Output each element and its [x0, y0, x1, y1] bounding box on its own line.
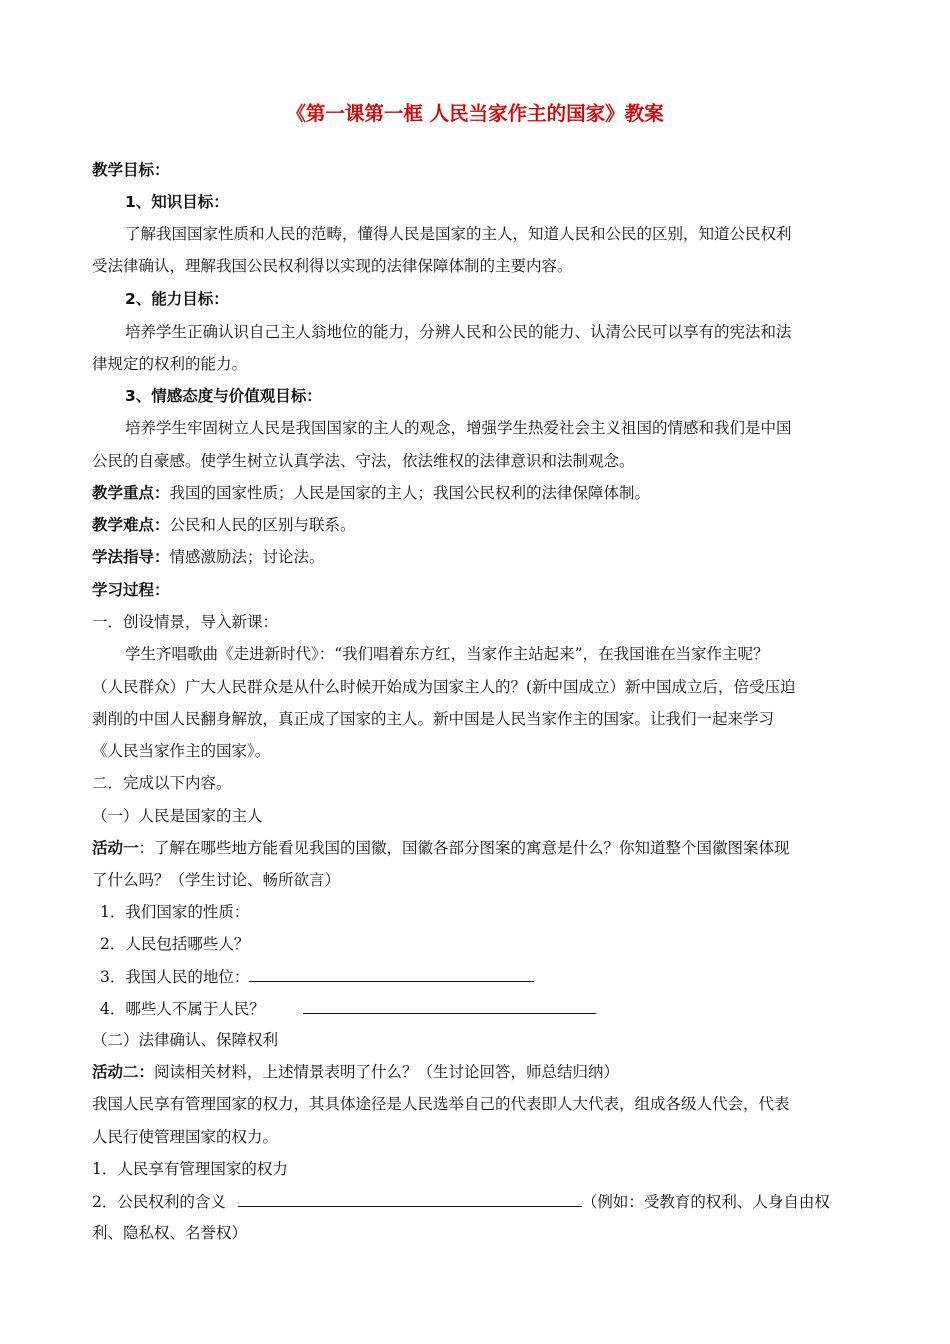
activity1-label: 活动一: [92, 839, 139, 857]
activity2-text: 阅读相关材料，上述情景表明了什么？（生讨论回答，师总结归纳）: [154, 1063, 620, 1081]
key-points-label: 教学重点：: [92, 484, 170, 502]
activity2-line: [92, 1062, 619, 1082]
item-citizen-rights: [92, 1191, 830, 1212]
answer-blank[interactable]: [238, 1191, 582, 1207]
part1-line: 剥削的中国人民翻身解放，真正成了国家的主人。新中国是人民当家作主的国家。让我们一起来学习: [92, 710, 775, 728]
activity1-line: 了什么吗？（学生讨论、畅所欲言）: [92, 871, 341, 889]
difficult-points-text: 公民和人民的区别与联系。: [169, 516, 356, 534]
part1-line: 学生齐唱歌曲《走进新时代》：“我们唱着东方红，当家作主站起来”，在我国谁在当家作主呢？: [125, 645, 769, 663]
learning-process-heading: 学习过程：: [92, 581, 170, 599]
activity2-label: 活动二：: [92, 1063, 155, 1081]
activity1-text: ：了解在哪些地方能看见我国的国徽，国徽各部分图案的寓意是什么？你知道整个国徽图案体现: [138, 839, 790, 857]
ability-goal-heading: 2、能力目标：: [125, 290, 229, 308]
question-nature: 1．我们国家的性质：: [100, 903, 250, 921]
section-law-rights: （二）法律确认、保障权利: [92, 1031, 279, 1049]
part1-heading: 一．创设情景，导入新课：: [92, 613, 279, 631]
question-people-status: [100, 966, 534, 987]
study-method-label: 学法指导：: [92, 548, 170, 566]
question-not-people: [100, 998, 596, 1019]
item-people-power: 1．人民享有管理国家的权力: [92, 1160, 288, 1178]
ability-goal-line: 律规定的权利的能力。: [92, 355, 248, 373]
emotion-goal-line: 培养学生牢固树立人民是我国国家的主人的观念，增强学生热爱社会主义祖国的情感和我们是中国: [125, 419, 792, 437]
study-method-text: 情感激励法；讨论法。: [169, 548, 325, 566]
emotion-goal-heading: 3、情感态度与价值观目标：: [125, 387, 322, 405]
difficult-points: [92, 515, 356, 535]
section-people-masters: （一）人民是国家的主人: [92, 807, 263, 825]
item-text: 2．公民权利的含义: [92, 1193, 226, 1211]
knowledge-goal-heading: 1、知识目标：: [125, 193, 229, 211]
paragraph-line: 我国人民享有管理国家的权力，其具体途径是人民选举自己的代表即人大代表，组成各级人代会，代表: [92, 1095, 790, 1113]
part1-line: （人民群众）广大人民群众是从什么时候开始成为国家主人的？(新中国成立）新中国成立后，倍受压迫: [92, 678, 796, 696]
question-people-include: 2．人民包括哪些人？: [100, 935, 250, 953]
item-note: （例如：受教育的权利、人身自由权: [581, 1193, 830, 1211]
teaching-goals-heading: 教学目标：: [92, 161, 170, 179]
part2-heading: 二．完成以下内容。: [92, 774, 232, 792]
ability-goal-line: 培养学生正确认识自己主人翁地位的能力，分辨人民和公民的能力、认清公民可以享有的宪法和法: [125, 323, 792, 341]
difficult-points-label: 教学难点：: [92, 516, 170, 534]
question-text: 3．我国人民的地位：: [100, 968, 250, 986]
part1-line: 《人民当家作主的国家》。: [92, 742, 271, 760]
knowledge-goal-line: 了解我国国家性质和人民的范畴，懂得人民是国家的主人，知道人民和公民的区别，知道公民权利: [125, 225, 792, 243]
emotion-goal-line: 公民的自豪感。使学生树立认真学法、守法，依法维权的法律意识和法制观念。: [92, 452, 635, 470]
answer-blank[interactable]: [249, 966, 534, 982]
answer-blank[interactable]: [303, 998, 596, 1014]
study-method: [92, 547, 325, 567]
key-points: [92, 483, 650, 503]
paragraph-line: 人民行使管理国家的权力。: [92, 1128, 279, 1146]
key-points-text: 我国的国家性质；人民是国家的主人；我国公民权利的法律保障体制。: [169, 484, 651, 502]
item-note-continued: 利、隐私权、名誉权）: [92, 1224, 248, 1242]
activity1-line: [92, 838, 790, 858]
page-title: 《第一课第一框 人民当家作主的国家》教案: [286, 102, 664, 125]
question-text: 4．哪些人不属于人民？: [100, 1000, 265, 1018]
knowledge-goal-line: 受法律确认，理解我国公民权利得以实现的法律保障体制的主要内容。: [92, 257, 573, 275]
